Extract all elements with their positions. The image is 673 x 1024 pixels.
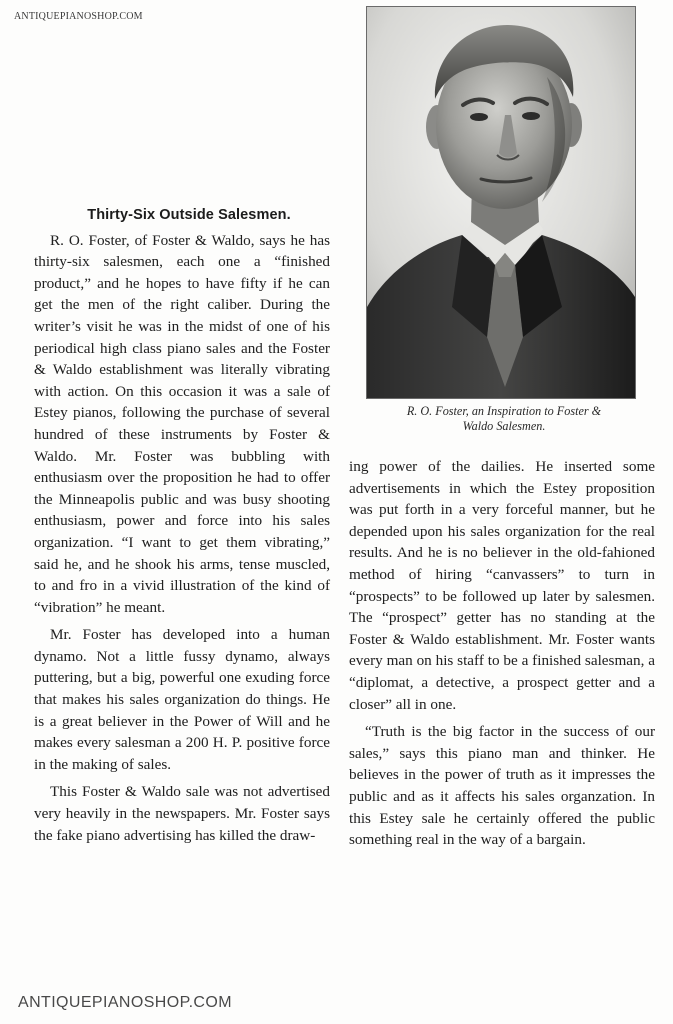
paragraph-continued: ing power of the dailies. He inserted some advertisements in which the Estey proposition was put forth in a very forceful manner, but he depended upon his sales organization for the real results. And he is no believer in the old-fahioned method of hiring “canvassers” to turn in “prospects” to be followed up later by salesmen. The “prospect” getter has no standing at the Foster & Waldo establishment. Mr. Foster wants every man on his staff to be a finished salesman, a “diplomat, a detective, a prospect getter and a closer” all in one. bbox=[349, 458, 655, 713]
paragraph: Mr. Foster has developed into a human dynamo. Not a little fussy dynamo, always puttering, but a big, powerful one exuding force that makes his sales organization do things. He is a great believer in the Power of Will and he makes every salesman a 200 H. P. positive force in the making of sales. bbox=[34, 626, 330, 773]
portrait-photo bbox=[366, 6, 636, 399]
caption-line-1: R. O. Foster, an Inspiration to Foster & bbox=[406, 404, 602, 418]
paragraph: This Foster & Waldo sale was not advertised very heavily in the newspapers. Mr. Foster says the fake piano advertising has killed the draw- bbox=[34, 783, 330, 844]
caption-line-2: Waldo Salesmen. bbox=[462, 419, 546, 433]
right-column bbox=[349, 456, 655, 851]
watermark-top: ANTIQUEPIANOSHOP.COM bbox=[14, 11, 143, 22]
paragraph: R. O. Foster, of Foster & Waldo, says he has thirty-six salesmen, each one a “finished product,” and he hopes to have fifty if he can get the men of the right caliber. During the writer’s visit he was in the midst of one of his periodical high class piano sales and the Foster & Waldo establishment was literally vibrating with action. On this occasion it was a sale of Estey pianos, following the purchase of several hundred of these instruments by Foster & Waldo. Mr. Foster was bubbling with enthusiasm over the proposition he had to offer the Minneapolis public and was busy shooting enthusiasm, power and force into his sales organization. “I want to get them vibrating,” said he, and he shook his arms, tense muscled, to and fro in a vivid illustration of the kind of “vibration” he meant. bbox=[34, 231, 330, 616]
watermark-bottom: ANTIQUEPIANOSHOP.COM bbox=[18, 994, 232, 1011]
section-heading: Thirty-Six Outside Salesmen. bbox=[87, 207, 291, 223]
portrait-illustration bbox=[367, 7, 635, 398]
left-column bbox=[34, 205, 330, 846]
paragraph: “Truth is the big factor in the success of our sales,” says this piano man and thinker. He believes in the power of truth as it impresses the public and as it affects his sales organzation. In this Estey sale he certainly offered the public something real in the way of a bargain. bbox=[349, 723, 655, 849]
photo-caption bbox=[352, 404, 656, 434]
